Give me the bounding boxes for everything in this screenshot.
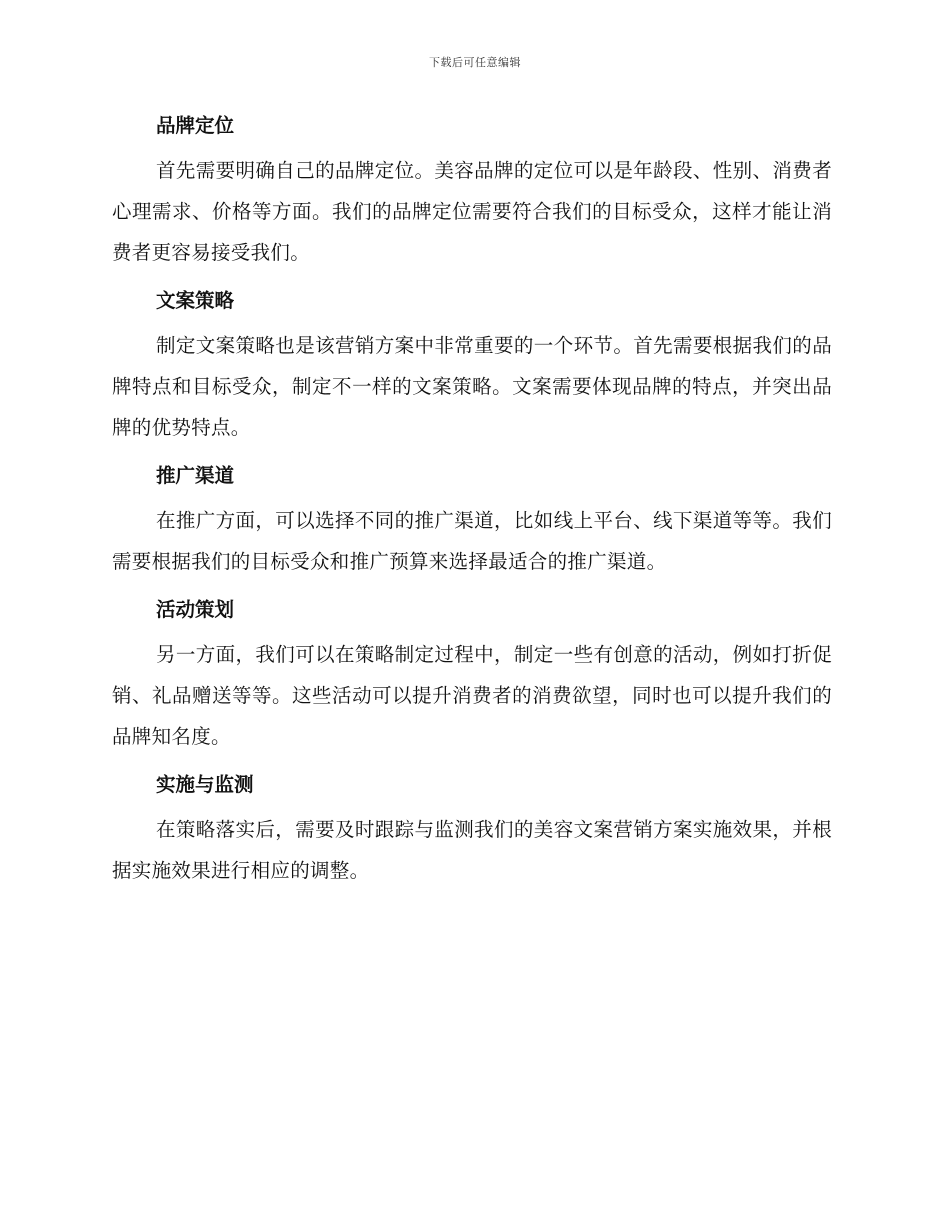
section-event-planning xyxy=(112,590,832,757)
section-paragraph: 制定文案策略也是该营销方案中非常重要的一个环节。首先需要根据我们的品牌特点和目标受众，制定不一样的文案策略。文案需要体现品牌的特点，并突出品牌的优势特点。 xyxy=(112,334,832,439)
section-paragraph: 在策略落实后，需要及时跟踪与监测我们的美容文案营销方案实施效果，并根据实施效果进行相应的调整。 xyxy=(112,818,832,882)
page-header: 下载后可任意编辑 xyxy=(429,56,521,69)
section-heading: 文案策略 xyxy=(156,289,235,312)
section-heading: 活动策划 xyxy=(156,598,235,621)
section-paragraph: 在推广方面，可以选择不同的推广渠道，比如线上平台、线下渠道等等。我们需要根据我们的目标受众和推广预算来选择最适合的推广渠道。 xyxy=(112,509,832,573)
section-heading: 品牌定位 xyxy=(156,114,235,137)
section-copy-strategy xyxy=(112,281,832,448)
section-brand-positioning xyxy=(112,106,832,273)
section-paragraph: 首先需要明确自己的品牌定位。美容品牌的定位可以是年龄段、性别、消费者心理需求、价格等方面。我们的品牌定位需要符合我们的目标受众，这样才能让消费者更容易接受我们。 xyxy=(112,159,832,264)
section-heading: 实施与监测 xyxy=(156,773,254,796)
document-body xyxy=(112,106,832,899)
section-implementation-monitoring xyxy=(112,765,832,891)
section-paragraph: 另一方面，我们可以在策略制定过程中，制定一些有创意的活动，例如打折促销、礼品赠送等等。这些活动可以提升消费者的消费欲望，同时也可以提升我们的品牌知名度。 xyxy=(112,643,832,748)
section-heading: 推广渠道 xyxy=(156,464,235,487)
section-promotion-channels xyxy=(112,456,832,582)
